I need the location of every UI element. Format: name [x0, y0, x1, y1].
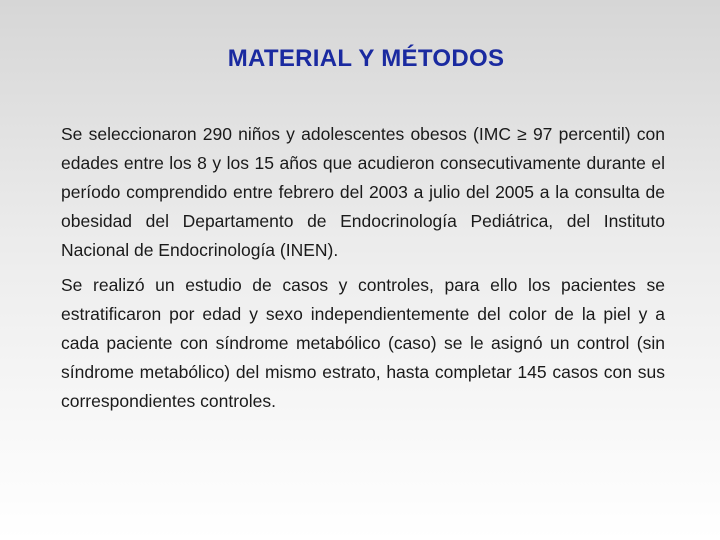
- slide-title: MATERIAL Y MÉTODOS: [227, 45, 505, 72]
- paragraph-selection: Se seleccionaron 290 niños y adolescentes obesos (IMC ≥ 97 percentil) con edades entre los 8 y los 15 años que acudieron consecutivamente durante el período comprendido entre febrero del 2003 a julio del 2005 a la consulta de obesidad del Departamento de Endocrinología Pediátrica, del Instituto Nacional de Endocrinología (INEN).: [61, 124, 665, 260]
- paragraph-study-design: Se realizó un estudio de casos y controles, para ello los pacientes se estratificaron por edad y sexo independientemente del color de la piel y a cada paciente con síndrome metabólico (caso) se le asignó un control (sin síndrome metabólico) del mismo estrato, hasta completar 145 casos con sus correspondientes controles.: [61, 275, 665, 411]
- slide-body: [61, 120, 665, 422]
